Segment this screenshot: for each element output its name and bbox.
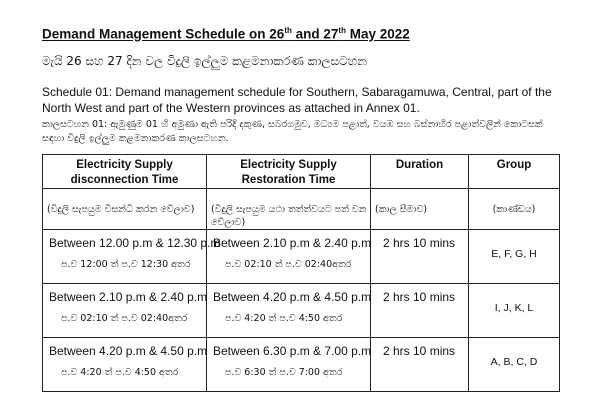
disconnect-cell: [43, 284, 207, 338]
table-row: [43, 230, 560, 284]
duration-cell: [371, 230, 469, 284]
header-disconnection-si: (විදුලි සැපයුම විසන්ධි කරන වේලාව): [43, 189, 207, 230]
schedule-table: [42, 154, 560, 392]
header-disconnection: Electricity Supply disconnection Time: [43, 155, 207, 189]
header-duration: Duration: [371, 155, 469, 189]
group-value: A, B, C, D: [490, 356, 538, 368]
group-cell: [469, 284, 560, 338]
disconnect-time: Between 2.10 p.m & 2.40 p.m: [49, 290, 208, 304]
restore-cell: [207, 284, 371, 338]
disconnect-time: Between 12.00 p.m & 12.30 p.m: [49, 236, 221, 250]
disconnect-cell: [43, 338, 207, 392]
table-row: [43, 284, 560, 338]
disconnect-cell: [43, 230, 221, 284]
restore-time: Between 4.20 p.m & 4.50 p.m: [213, 290, 372, 304]
document-title: Demand Management Schedule on 26th and 27th May 2022: [42, 26, 410, 42]
duration-cell: [371, 284, 469, 338]
sinhala-title: මැයි 26 සහ 27 දින වල විදුලි ඉල්ලුම කළමනාකරණ කාලසටහන: [42, 54, 367, 68]
disconnect-time-si: ප.ව 4:20 ත් ප.ව 4:50 අතර: [61, 367, 179, 378]
group-cell: [469, 338, 560, 392]
group-value: E, F, G, H: [491, 248, 537, 260]
header-group: Group: [469, 155, 560, 189]
header-duration-si: (කාල සීමාව): [371, 189, 469, 230]
duration-value: 2 hrs 10 mins: [383, 290, 456, 304]
disconnect-time-si: ප.ව 12:00 ත් ප.ව 12:30 අතර: [61, 259, 191, 270]
header-group-si: (කාණ්ඩය): [469, 189, 560, 230]
restore-time: Between 2.10 p.m & 2.40 p.m: [213, 236, 372, 250]
disconnect-time-si: ප.ව 02:10 ත් ප.ව 02:40අතර: [61, 313, 188, 324]
group-cell: [469, 230, 560, 284]
group-value: I, J, K, L: [494, 302, 534, 314]
table-header-row: [43, 155, 560, 189]
duration-value: 2 hrs 10 mins: [383, 344, 456, 358]
schedule-description: Schedule 01: Demand management schedule for Southern, Sabaragamuwa, Central, part of the North West and part of the Western provinces as attached in Annex 01.: [42, 85, 552, 115]
header-restoration-si: (විදුලි සැපයුම යථා තත්ත්වයට පත් වන වේලාව): [207, 189, 371, 230]
restore-cell: [207, 338, 371, 392]
duration-cell: [371, 338, 469, 392]
schedule-description-sinhala: කාලසටහන 01: ඇමුණුම 01 හි අමුණා ඇති පරිදි දකුණ, සබරගමුව, මධ්‍යම පළාත්, වයඹ සහ බස්නාහිර පළාත්වලින් කොටසක් සඳහා විදුලි ඉල්ලුම කළමනාකරණ කාලසටහන.: [42, 119, 543, 144]
header-restoration: Electricity Supply Restoration Time: [207, 155, 371, 189]
table-row: [43, 338, 560, 392]
restore-time: Between 6.30 p.m & 7.00 p.m: [213, 344, 372, 358]
restore-time-si: ප.ව 02:10 ත් ප.ව 02:40අතර: [225, 259, 352, 270]
restore-cell: [207, 230, 371, 284]
table-subheader-row: [43, 189, 560, 230]
restore-time-si: ප.ව 4:20 ත් ප.ව 4:50 අතර: [225, 313, 343, 324]
disconnect-time: Between 4.20 p.m & 4.50 p.m: [49, 344, 208, 358]
duration-value: 2 hrs 10 mins: [383, 236, 456, 250]
restore-time-si: ප.ව 6:30 ත් ප.ව 7:00 අතර: [225, 367, 343, 378]
